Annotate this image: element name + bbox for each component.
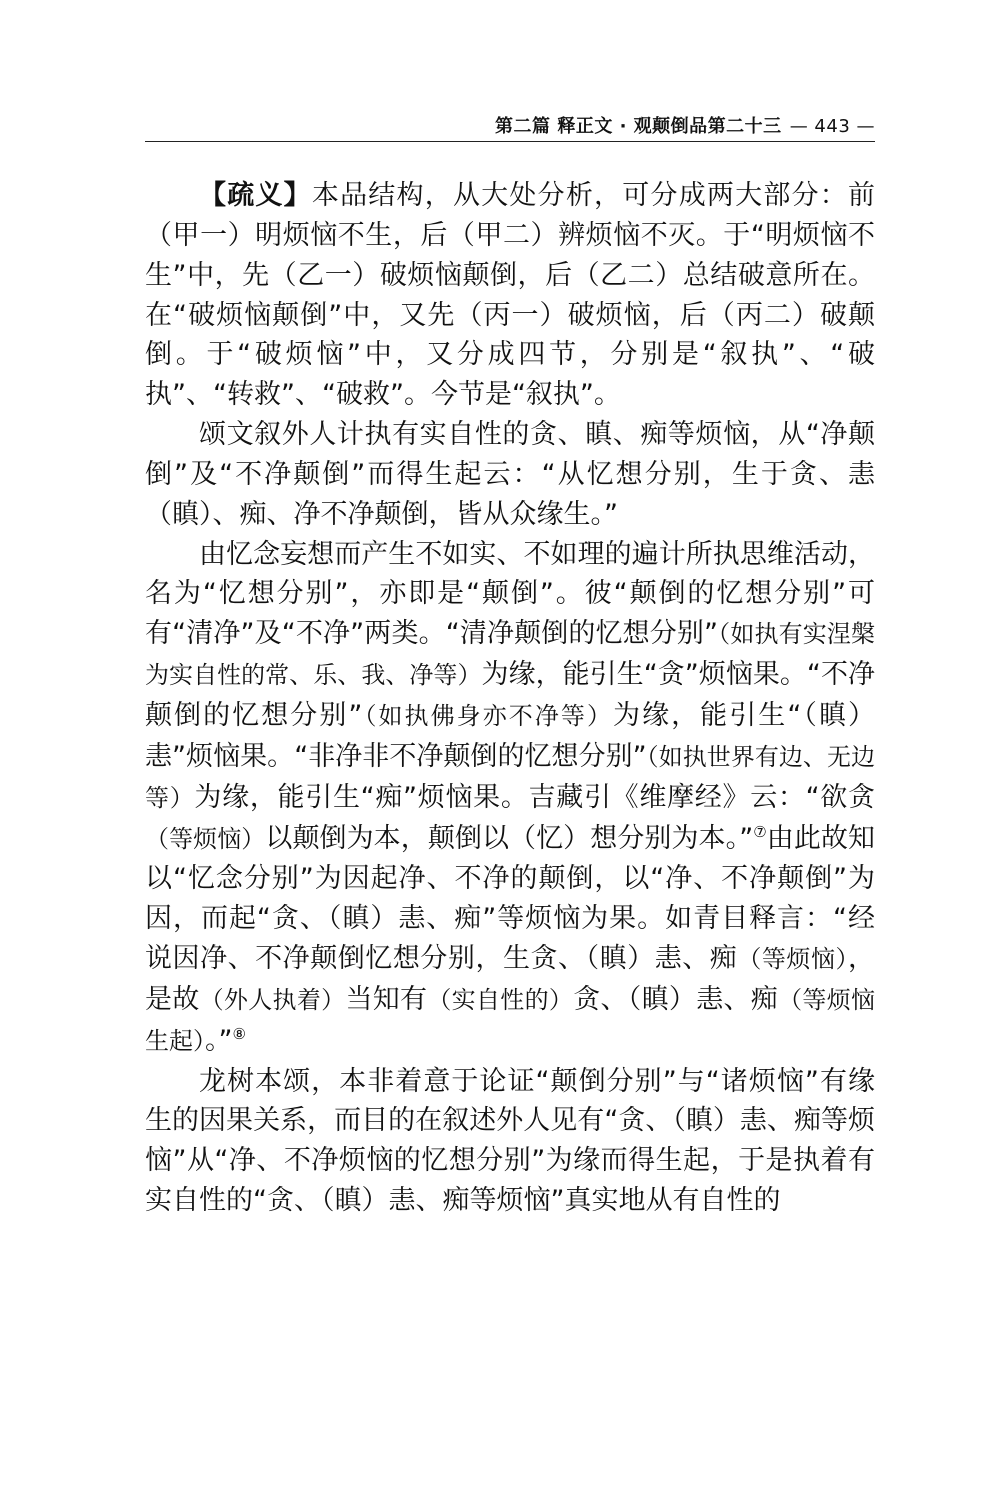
paragraph — [145, 176, 875, 415]
header-title: 第二篇 释正文 · 观颠倒品第二十三 — [495, 116, 782, 137]
annotation-text: （实自性的） — [427, 985, 574, 1014]
body-text — [145, 176, 875, 1221]
body-text-segment: 本品结构，从大处分析，可分成两大部分：前（甲一）明烦恼不生，后（甲二）辨烦恼不灭。于“明烦恼不生”中，先（乙一）破烦恼颠倒，后（乙二）总结破意所在。在“破烦恼颠倒”中，又先（丙一）破烦恼，后（丙二）破颠倒。于“破烦恼”中，又分成四节，分别是“叙执”、“破执”、“转救”、“破救”。今节是“叙执”。 — [145, 180, 876, 411]
body-text-segment: 龙树本颂，本非着意于论证“颠倒分别”与“诸烦恼”有缘生的因果关系，而目的在叙述外人见有“贪、（瞋）恚、痴等烦恼”从“净、不净烦恼的忆想分别”为缘而得生起，于是执着有实自性的“贪、（瞋）恚、痴等烦恼”真实地从有自性的 — [145, 1065, 875, 1217]
body-text-segment: 由忆念妄想而产生不如实、不如理的遍计所执思维活动，名为“忆想分别”，亦即是“颠倒”。彼“颠倒的忆想分别”可有“清净”及“不净”两类。“清净颠倒的忆想分别” — [145, 538, 875, 650]
header-rule — [145, 141, 875, 142]
annotation-text: （如执有实涅槃为实自性的常、乐、我、净等） — [145, 620, 875, 690]
annotation-text: （等烦恼生起） — [145, 985, 876, 1055]
body-text-segment: 当知有 — [345, 983, 428, 1015]
body-text-segment: 为缘，能引生“痴”烦恼果。吉藏引《维摩经》云：“欲贪 — [194, 781, 876, 813]
paragraph — [145, 535, 875, 1062]
body-text-segment: 贪、（瞋）恚、痴 — [573, 983, 779, 1015]
annotation-text: （如执世界有边、无边等） — [145, 742, 875, 812]
body-text-segment: 为缘，能引生“贪”烦恼果。“不净颠倒的忆想分别” — [145, 659, 875, 731]
body-text-segment: 以颠倒为本，颠倒以（忆）想分别为本。” — [265, 822, 754, 854]
page-number: — 443 — — [789, 116, 875, 137]
footnote-marker: ⑦ — [753, 822, 767, 841]
section-label: 【疏义】 — [199, 180, 312, 211]
footnote-marker: ⑧ — [232, 1024, 246, 1043]
body-text-segment: 为缘，能引生“（瞋）恚”烦恼果。“非净非不净颠倒的忆想分别” — [145, 699, 876, 772]
paragraph — [145, 415, 875, 535]
annotation-text: （等烦恼） — [145, 824, 266, 853]
body-text-segment: 颂文叙外人计执有实自性的贪、瞋、痴等烦恼，从“净颠倒”及“不净颠倒”而得生起云：“从忆想分别，生于贪、恚（瞋）、痴、净不净颠倒，皆从众缘生。” — [145, 419, 875, 530]
annotation-text: （外人执着） — [199, 985, 346, 1014]
body-text-segment: 。” — [205, 1024, 233, 1056]
annotation-text: （如执佛身亦不净等） — [362, 701, 614, 730]
annotation-text: （等烦恼） — [737, 945, 849, 974]
running-header — [145, 116, 875, 138]
paragraph — [145, 1062, 875, 1221]
body-text-segment: ，是故 — [145, 943, 876, 1015]
body-text-segment: 由此故知以“忆念分别”为因起净、不净的颠倒，以“净、不净颠倒”为因，而起“贪、（瞋）恚、痴”等烦恼为果。如青目释言：“经说因净、不净颠倒忆想分别，生贪、（瞋）恚、痴 — [145, 822, 876, 975]
